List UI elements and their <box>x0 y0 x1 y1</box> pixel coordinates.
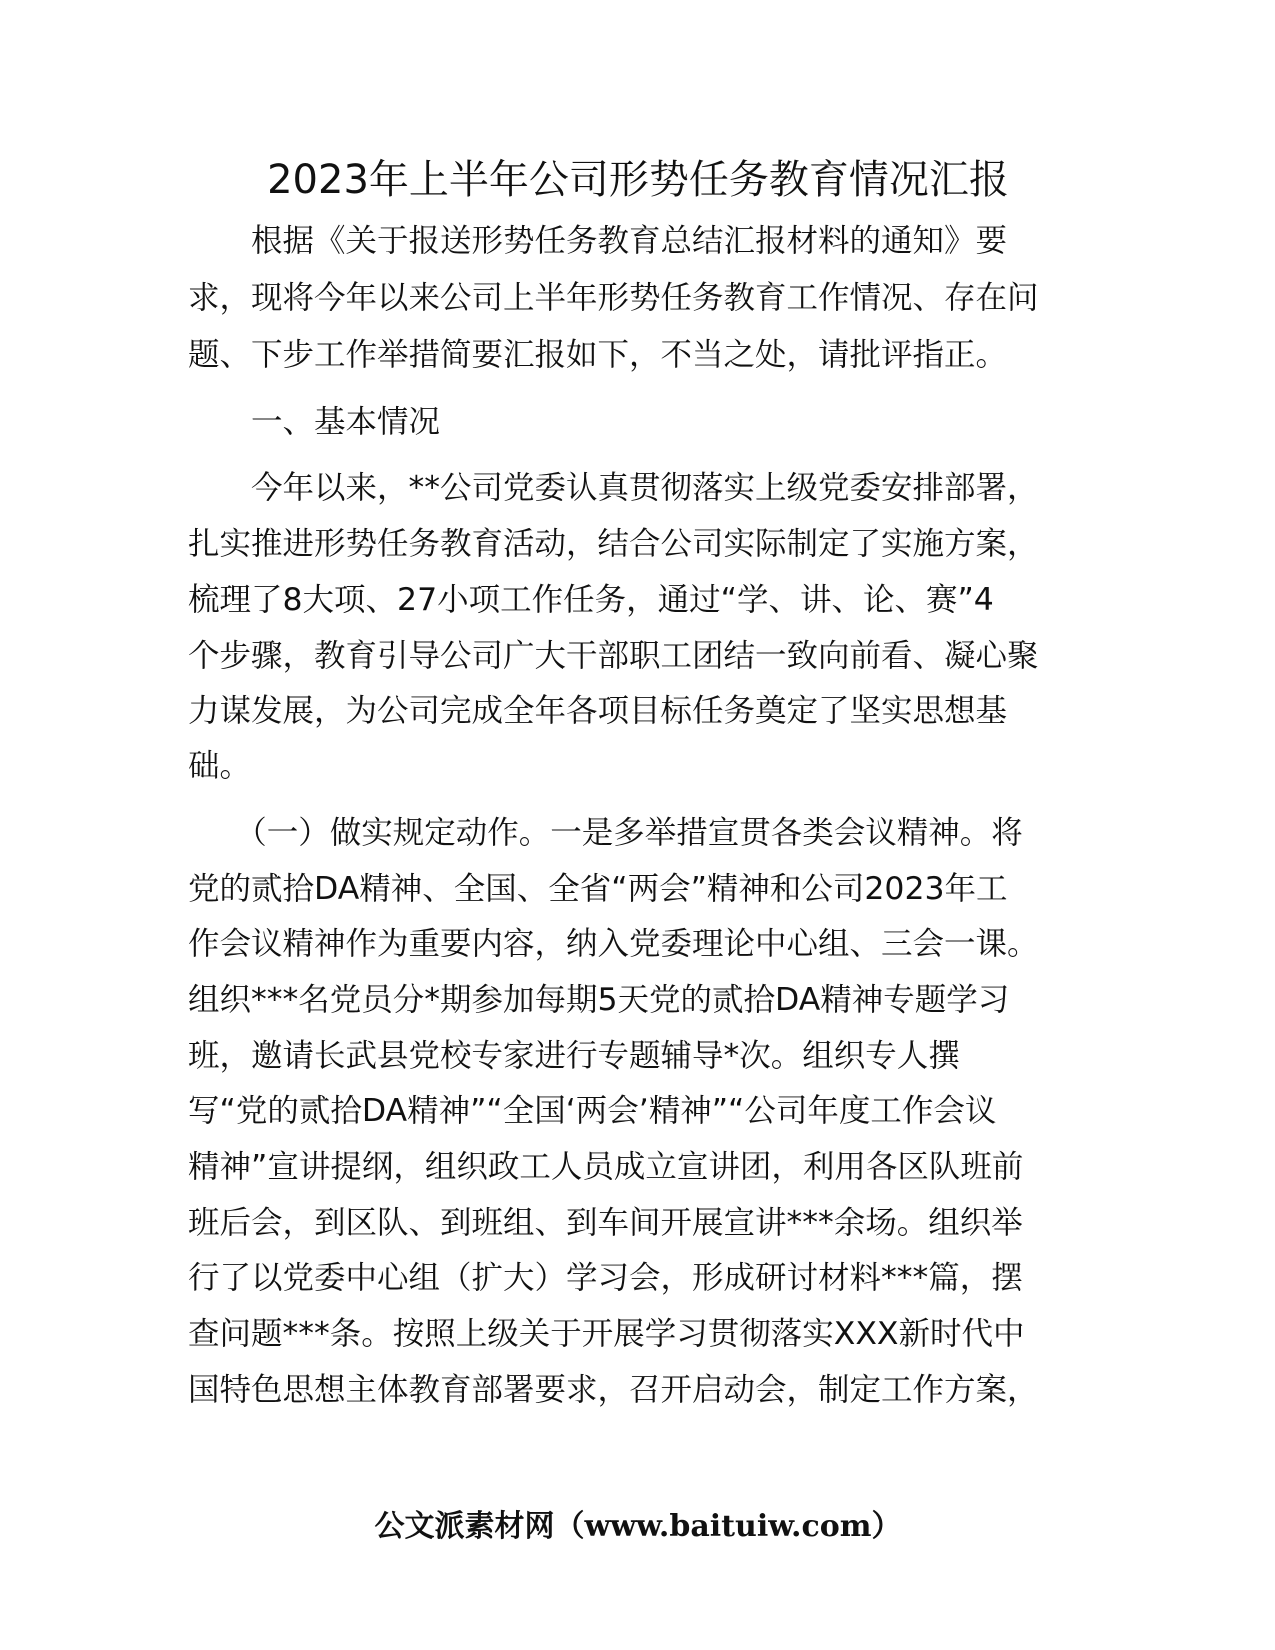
body-line: 根据《关于报送形势任务教育总结汇报材料的通知》要 <box>188 223 1008 259</box>
body-line: 精神”宣讲提纲，组织政工人员成立宣讲团，利用各区队班前 <box>188 1149 1024 1185</box>
body-line: 今年以来，**公司党委认真贯彻落实上级党委安排部署， <box>188 470 1039 506</box>
body-line: 党的贰拾DA精神、全国、全省“两会”精神和公司2023年工 <box>188 871 1008 907</box>
footer-watermark-text: 公文派素材网（www.baituiw.com） <box>374 1509 902 1544</box>
body-line: 梳理了8大项、27小项工作任务，通过“学、讲、论、赛”4 <box>188 582 994 618</box>
section-heading: 一、基本情况 <box>188 404 441 440</box>
body-line: 班，邀请长武县党校专家进行专题辅导*次。组织专人撰 <box>188 1038 960 1074</box>
body-line: 查问题***条。按照上级关于开展学习贯彻落实XXX新时代中 <box>188 1316 1025 1352</box>
body-line: 力谋发展，为公司完成全年各项目标任务奠定了坚实思想基 <box>188 693 1008 729</box>
body-line: 础。 <box>188 748 252 784</box>
document-title: 2023年上半年公司形势任务教育情况汇报 <box>267 157 1009 203</box>
body-line: 个步骤，教育引导公司广大干部职工团结一致向前看、凝心聚 <box>188 638 1039 674</box>
body-line: 扎实推进形势任务教育活动，结合公司实际制定了实施方案， <box>188 526 1039 562</box>
body-line: 写“党的贰拾DA精神”“全国‘两会’精神”“公司年度工作会议 <box>188 1093 997 1129</box>
body-line: 题、下步工作举措简要汇报如下，不当之处，请批评指正。 <box>188 337 1008 373</box>
body-line: 国特色思想主体教育部署要求，召开启动会，制定工作方案， <box>188 1372 1039 1408</box>
body-line: 组织***名党员分*期参加每期5天党的贰拾DA精神专题学习 <box>188 982 1010 1018</box>
body-line: 作会议精神作为重要内容，纳入党委理论中心组、三会一课。 <box>188 926 1039 962</box>
body-line: 行了以党委中心组（扩大）学习会，形成研讨材料***篇，摆 <box>188 1260 1023 1296</box>
body-line: 班后会，到区队、到班组、到车间开展宣讲***余场。组织举 <box>188 1205 1023 1241</box>
body-line: 求，现将今年以来公司上半年形势任务教育工作情况、存在问 <box>188 280 1039 316</box>
body-line: （一）做实规定动作。一是多举措宣贯各类会议精神。将 <box>188 815 1023 851</box>
